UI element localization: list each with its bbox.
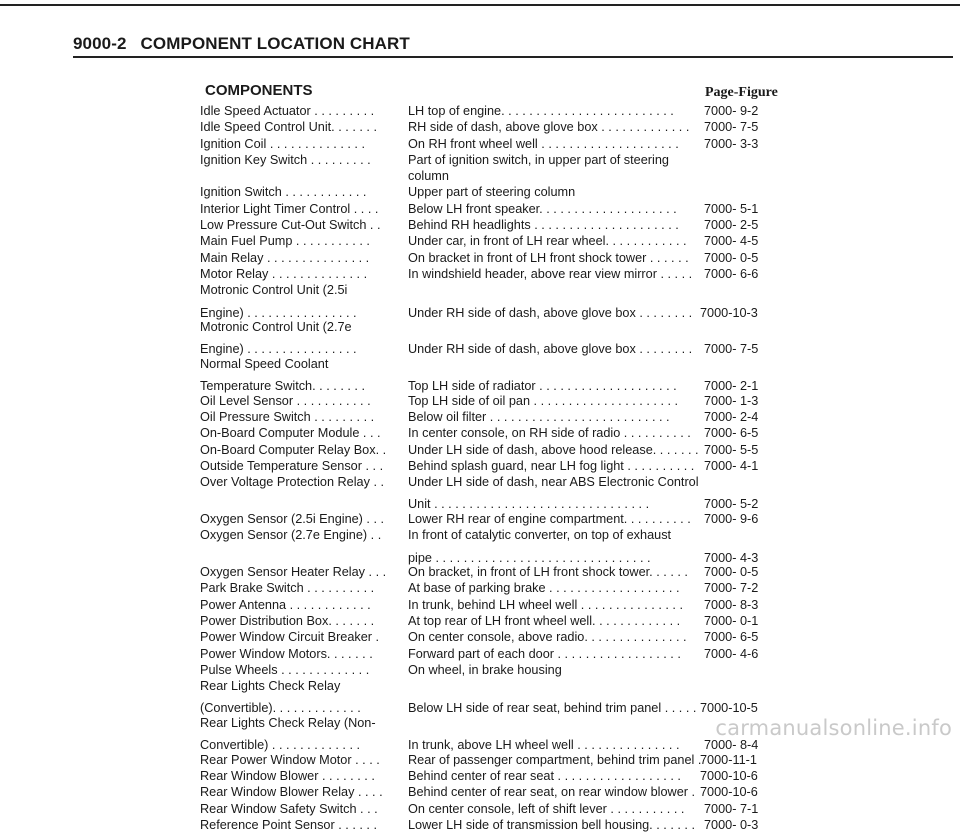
table-row: [200, 629, 780, 645]
table-row: [200, 817, 780, 833]
table-row: [200, 527, 780, 543]
page-figure: 7000- 7-5: [704, 120, 759, 135]
component-location: Behind RH headlights . . . . . . . . . . . . . . . . . . . . .: [408, 218, 679, 233]
table-row: [200, 319, 780, 335]
component-name: Power Antenna . . . . . . . . . . . .: [200, 597, 371, 612]
component-name: Ignition Switch . . . . . . . . . . . .: [200, 185, 367, 200]
component-location: LH top of engine. . . . . . . . . . . . . . . . . . . . . . . . .: [408, 104, 674, 118]
component-name: Park Brake Switch . . . . . . . . . .: [200, 581, 375, 596]
page-figure: 7000- 5-5: [704, 442, 759, 457]
table-row: [200, 335, 780, 356]
component-name: Oil Level Sensor . . . . . . . . . . .: [200, 393, 371, 408]
component-name: Rear Window Safety Switch . . .: [200, 801, 378, 816]
table-row: [200, 474, 780, 490]
component-location: Under LH side of dash, above hood release. . . . . . .: [408, 442, 699, 457]
table-row: [200, 678, 780, 694]
table-row: [200, 409, 780, 425]
page-figure: 7000- 2-1: [704, 379, 759, 394]
component-location: Top LH side of radiator . . . . . . . . . . . . . . . . . . . .: [408, 379, 677, 394]
page-number: 9000-2: [73, 34, 127, 53]
table-row: [200, 731, 780, 752]
component-location: In center console, on RH side of radio . . . . . . . . . .: [408, 426, 691, 441]
component-name: Oxygen Sensor (2.7e Engine) . .: [200, 528, 382, 543]
page-figure: 7000- 0-5: [704, 250, 759, 265]
component-location: Top LH side of oil pan . . . . . . . . . . . . . . . . . . . . .: [408, 393, 679, 408]
component-location: Behind splash guard, near LH fog light . . . . . . . . . .: [408, 458, 695, 473]
page-figure: 7000- 4-3: [704, 550, 759, 565]
component-name: Pulse Wheels . . . . . . . . . . . . .: [200, 662, 370, 677]
table-row: [200, 393, 780, 409]
page-figure: 7000- 9-2: [704, 104, 759, 118]
table-row: [200, 511, 780, 527]
component-location: On bracket, in front of LH front shock tower. . . . . .: [408, 565, 688, 580]
component-name: Outside Temperature Sensor . . .: [200, 458, 384, 473]
component-location: Rear of passenger compartment, behind trim panel .: [408, 752, 702, 767]
table-row: [200, 299, 780, 320]
component-name: Oil Pressure Switch . . . . . . . . .: [200, 409, 375, 424]
table-row: [200, 784, 780, 800]
table-row: [200, 282, 780, 298]
component-location: Lower RH rear of engine compartment. . . . . . . . . .: [408, 511, 691, 526]
component-location: Behind center of rear seat . . . . . . . . . . . . . . . . . .: [408, 769, 681, 783]
page-figure: 7000- 6-5: [704, 426, 759, 441]
table-row: [200, 356, 780, 372]
component-location: Below LH front speaker. . . . . . . . . . . . . . . . . . . .: [408, 201, 677, 216]
component-location: Under RH side of dash, above glove box . . . . . . . .: [408, 342, 693, 357]
component-name: Motronic Control Unit (2.7e: [200, 320, 352, 335]
page-figure: 7000- 4-1: [704, 458, 759, 473]
table-row: [200, 442, 780, 458]
page-figure: 7000- 6-5: [704, 630, 759, 645]
table-row: [200, 564, 780, 580]
page-header: [73, 34, 953, 58]
page-figure: 7000- 2-5: [704, 218, 759, 233]
component-name: Ignition Key Switch . . . . . . . . .: [200, 152, 371, 167]
table-row: [200, 752, 780, 768]
table-row: [200, 184, 780, 200]
table-row: [200, 119, 780, 135]
component-name: Temperature Switch. . . . . . . .: [200, 379, 365, 394]
page-figure: 7000- 8-3: [704, 597, 759, 612]
component-table: [200, 103, 780, 833]
page-figure: 7000- 5-1: [704, 201, 759, 216]
component-name: Idle Speed Actuator . . . . . . . . .: [200, 104, 375, 118]
component-location: Upper part of steering column: [408, 185, 576, 200]
component-location: column: [408, 169, 449, 184]
page-figure: 7000- 4-5: [704, 234, 759, 249]
component-name: (Convertible). . . . . . . . . . . . .: [200, 701, 361, 716]
page-figure: 7000- 9-6: [704, 511, 759, 526]
component-location: Below oil filter . . . . . . . . . . . . . . . . . . . . . . . . . .: [408, 409, 670, 424]
component-name: Rear Lights Check Relay: [200, 679, 341, 694]
table-row: [200, 490, 780, 511]
table-row: [200, 458, 780, 474]
component-location: In trunk, above LH wheel well . . . . . . . . . . . . . . .: [408, 738, 680, 753]
component-location: In trunk, behind LH wheel well . . . . . . . . . . . . . . .: [408, 597, 684, 612]
component-location: In front of catalytic converter, on top of exhaust: [408, 528, 672, 543]
table-row: [200, 136, 780, 152]
component-location: On RH front wheel well . . . . . . . . . . . . . . . . . . . .: [408, 136, 679, 151]
component-location: Behind center of rear seat, on rear window blower .: [408, 785, 696, 800]
component-name: Rear Lights Check Relay (Non-: [200, 715, 376, 730]
table-row: [200, 646, 780, 662]
component-location: Unit . . . . . . . . . . . . . . . . . . . . . . . . . . . . . . .: [408, 497, 650, 512]
table-row: [200, 425, 780, 441]
table-row: [200, 372, 780, 393]
page-figure: 7000-10-6: [700, 769, 758, 783]
component-location: Below LH side of rear seat, behind trim panel . . . . .: [408, 701, 697, 716]
table-row: [200, 103, 780, 119]
component-name: Engine) . . . . . . . . . . . . . . . .: [200, 305, 357, 320]
component-location: On bracket in front of LH front shock tower . . . . . .: [408, 250, 689, 265]
component-name: Oxygen Sensor Heater Relay . . .: [200, 565, 387, 580]
component-name: Oxygen Sensor (2.5i Engine) . . .: [200, 511, 385, 526]
page-figure: 7000- 2-4: [704, 409, 759, 424]
page-figure: 7000-10-6: [700, 785, 758, 800]
component-name: Motor Relay . . . . . . . . . . . . . .: [200, 266, 368, 281]
component-name: Convertible) . . . . . . . . . . . . .: [200, 738, 361, 753]
component-location: Under RH side of dash, above glove box . . . . . . . .: [408, 305, 693, 320]
component-name: Motronic Control Unit (2.5i: [200, 283, 348, 298]
component-name: Main Fuel Pump . . . . . . . . . . .: [200, 234, 370, 249]
page-figure: 7000- 6-6: [704, 266, 759, 281]
table-row: [200, 694, 780, 715]
components-heading: COMPONENTS: [205, 82, 313, 99]
component-name: Power Window Circuit Breaker .: [200, 630, 380, 645]
table-row: [200, 801, 780, 817]
table-row: [200, 152, 780, 168]
table-row: [200, 662, 780, 678]
table-row: [200, 768, 780, 784]
component-name: On-Board Computer Module . . .: [200, 426, 381, 441]
component-name: Rear Power Window Motor . . . .: [200, 752, 380, 767]
table-row: [200, 250, 780, 266]
component-location: On wheel, in brake housing: [408, 662, 562, 677]
component-name: Normal Speed Coolant: [200, 356, 329, 371]
component-name: Low Pressure Cut-Out Switch . .: [200, 218, 381, 233]
component-name: Over Voltage Protection Relay . .: [200, 475, 385, 490]
table-row: [200, 544, 780, 565]
page-figure: 7000- 4-6: [704, 646, 759, 661]
table-row: [200, 201, 780, 217]
component-name: Reference Point Sensor . . . . . .: [200, 817, 378, 832]
page-figure: 7000- 8-4: [704, 738, 759, 753]
component-name: On-Board Computer Relay Box. .: [200, 442, 387, 457]
watermark: carmanualsonline.info: [715, 716, 952, 740]
component-location: On center console, left of shift lever . . . . . . . . . . .: [408, 801, 685, 816]
component-location: At base of parking brake . . . . . . . . . . . . . . . . . . .: [408, 581, 680, 596]
page-title: COMPONENT LOCATION CHART: [140, 34, 410, 53]
page-figure: 7000-11-1: [700, 752, 757, 767]
component-location: Part of ignition switch, in upper part of steering: [408, 152, 669, 167]
component-name: Interior Light Timer Control . . . .: [200, 201, 379, 216]
table-row: [200, 597, 780, 613]
top-rule: [0, 4, 960, 6]
component-name: Engine) . . . . . . . . . . . . . . . .: [200, 342, 357, 357]
table-row: [200, 715, 780, 731]
component-location: In windshield header, above rear view mirror . . . . .: [408, 266, 693, 281]
table-row: [200, 233, 780, 249]
component-name: Power Window Motors. . . . . . .: [200, 646, 373, 661]
component-name: Rear Window Blower . . . . . . . .: [200, 769, 375, 783]
component-name: Power Distribution Box. . . . . . .: [200, 613, 375, 628]
page-figure: 7000- 7-1: [704, 801, 759, 816]
component-location: At top rear of LH front wheel well. . . . . . . . . . . . .: [408, 613, 681, 628]
page-figure: 7000- 1-3: [704, 393, 759, 408]
component-location: RH side of dash, above glove box . . . . . . . . . . . . .: [408, 120, 690, 135]
page-figure: 7000- 7-5: [704, 342, 759, 357]
component-name: Rear Window Blower Relay . . . .: [200, 785, 383, 800]
table-row: [200, 613, 780, 629]
component-location: pipe . . . . . . . . . . . . . . . . . . . . . . . . . . . . . . .: [408, 550, 651, 565]
component-location: On center console, above radio. . . . . . . . . . . . . . .: [408, 630, 687, 645]
component-location: Lower LH side of transmission bell housing. . . . . . .: [408, 817, 696, 832]
component-location: Forward part of each door . . . . . . . . . . . . . . . . . .: [408, 646, 681, 661]
page-figure: 7000- 0-1: [704, 613, 759, 628]
component-name: Ignition Coil . . . . . . . . . . . . . .: [200, 136, 365, 151]
component-location: Under car, in front of LH rear wheel. . . . . . . . . . . .: [408, 234, 687, 249]
page-figure: 7000- 3-3: [704, 136, 759, 151]
component-name: Idle Speed Control Unit. . . . . . .: [200, 120, 378, 135]
page-figure: 7000- 7-2: [704, 581, 759, 596]
page-figure-heading: Page-Figure: [705, 85, 778, 100]
table-row: [200, 168, 780, 184]
page-figure: 7000- 5-2: [704, 497, 759, 512]
page-figure: 7000- 0-5: [704, 565, 759, 580]
page-figure: 7000-10-5: [700, 701, 758, 716]
page-figure: 7000- 0-3: [704, 817, 759, 832]
table-row: [200, 580, 780, 596]
page-figure: 7000-10-3: [700, 305, 758, 320]
component-name: Main Relay . . . . . . . . . . . . . . .: [200, 250, 370, 265]
table-row: [200, 266, 780, 282]
table-row: [200, 217, 780, 233]
component-location: Under LH side of dash, near ABS Electronic Control: [408, 475, 699, 490]
